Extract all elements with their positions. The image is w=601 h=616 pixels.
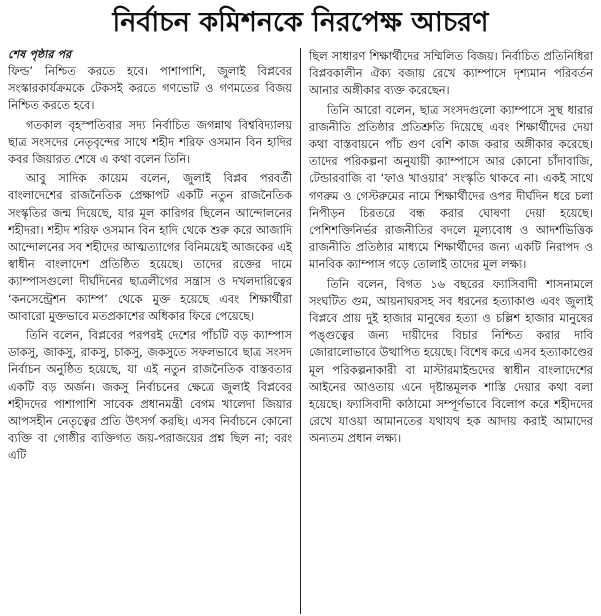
paragraph: তিনি বলেন, বিগত ১৬ বছরের ফ্যাসিবাদী শাসনামলে সংঘটিত গুম, আয়নাঘরসহ সব ধরনের হত্যাকাণ্ড এবং জুলাই বিপ্লবে প্রায় দুই হাজার মানুষের হত্যা ও চল্লিশ হাজার মানুষের পঙ্গুত্বের জন্য দায়ীদের বিচার নিশ্চিত করার দাবি জোরালোভাবে উত্থাপিত হয়েছে। বিশেষ করে এসব হত্যাকাণ্ডের মূল পরিকল্পনাকারী বা মাস্টারমাইন্ডদের স্বাধীন বাংলাদেশের আইনের আওতায় এনে দৃষ্টান্তমূলক শাস্তি দেয়ার কথা বলা হয়েছে। ফ্যাসিবাদী কাঠামো সম্পূর্ণভাবে বিলোপ করে শহীদদের রেখে যাওয়া আমানতের যথাযথ হক আদায় করাই আমাদের অন্যতম প্রধান লক্ষ্য। [309, 276, 593, 446]
paragraph: ছিল সাধারণ শিক্ষার্থীদের সম্মিলিত বিজয়। নির্বাচিত প্রতিনিধিরা বিপ্লবকালীন ঐক্য বজায় রেখে ক্যাম্পাসে দৃশ্যমান পরিবর্তন আনার অঙ্গীকার ব্যক্ত করেছেন। [309, 49, 593, 98]
left-column [8, 48, 300, 614]
right-column [301, 48, 593, 614]
paragraph: আবু সাদিক কায়েম বলেন, জুলাই বিপ্লব পরবর্তী বাংলাদেশের রাজনৈতিক প্রেক্ষাপট একটি নতুন রাজনৈতিক সংস্কৃতির জন্ম দিয়েছে, যার মূল কারিগর ছিলেন আন্দোলনের শহীদরা। শহীদ শরিফ ওসমান বিন হাদি থেকে শুরু করে আজাদি আন্দোলনের সব শহীদের আত্মত্যাগের বিনিময়েই আজকের এই স্বাধীন বাংলাদেশ প্রতিষ্ঠিত হয়েছে। তাদের রক্তের দামে ক্যাম্পাসগুলো দীর্ঘদিনের ছাত্রলীগের সন্ত্রাস ও দখলদারিত্বের ‘কনসেন্ট্রেশন ক্যাম্প’ থেকে মুক্ত হয়েছে এবং শিক্ষার্থীরা আবারো মুক্তভাবে মতপ্রকাশের অধিকার ফিরে পেয়েছে। [8, 171, 292, 323]
paragraph: তিনি আরো বলেন, ছাত্র সংসদগুলো ক্যাম্পাসে সুস্থ ধারার রাজনীতি প্রতিষ্ঠার প্রতিশ্রুতি দিয়েছে এবং শিক্ষার্থীদের দেয়া কথা বাস্তবায়নে পাঁচ গুণ বেশি কাজ করার অঙ্গীকার করেছে। তাদের পরিকল্পনা অনুযায়ী ক্যাম্পাসে আর কোনো চাঁদাবাজি, টেন্ডারবাজি বা ‘ফাও খাওয়ার’ সংস্কৃতি থাকবে না। একই সাথে গণরুম ও গেস্টরুমের নামে শিক্ষার্থীদের ওপর দীর্ঘদিন ধরে চলা নিপীড়ন চিরতরে বন্ধ করার ঘোষণা দেয়া হয়েছে। পেশিশক্তিনির্ভর রাজনীতির বদলে মূল্যবোধ ও আদর্শভিত্তিক রাজনীতি প্রতিষ্ঠার মাধ্যমে শিক্ষার্থীদের জন্য একটি নিরাপদ ও মানবিক ক্যাম্পাস গড়ে তোলাই তাদের মূল লক্ষ্য। [309, 102, 593, 272]
article-body [8, 48, 593, 614]
paragraph: তিনি বলেন, বিপ্লবের পরপরই দেশের পাঁচটি বড় ক্যাম্পাস ডাকসু, জাকসু, রাকসু, চাকসু, জকসুতে সফলভাবে ছাত্র সংসদ নির্বাচন অনুষ্ঠিত হয়েছে, যা এই নতুন রাজনৈতিক বাস্তবতার একটি বড় অর্জন। জকসু নির্বাচনের ক্ষেত্রে জুলাই বিপ্লবের শহীদদের পাশাপাশি সাবেক প্রধানমন্ত্রী বেগম খালেদা জিয়ার আপসহীন নেতৃত্বের প্রতি উৎসর্গ করছি। এসব নির্বাচনে কোনো ব্যক্তি বা গোষ্ঠীর ব্যক্তিগত জয়-পরাজয়ের প্রশ্ন ছিল না; বরং এটি [8, 328, 292, 463]
headline: নির্বাচন কমিশনকে নিরপেক্ষ আচরণ [112, 7, 489, 38]
continuation-label: শেষ পৃষ্ঠার পর [8, 48, 72, 61]
paragraph: ফিল্ড’ নিশ্চিত করতে হবে। পাশাপাশি, জুলাই বিপ্লবের সংস্কারকার্যক্রমকে টেকসই করতে গণভোট ও গণমতের বিজয় নিশ্চিত করতে হবে। [8, 64, 292, 113]
paragraph: গতকাল বৃহস্পতিবার সদ্য নির্বাচিত জগন্নাথ বিশ্ববিদ্যালয় ছাত্র সংসদের নেতৃবৃন্দের সাথে শহীদ শরিফ ওসমান বিন হাদির কবর জিয়ারত শেষে এ কথা বলেন তিনি। [8, 117, 292, 167]
